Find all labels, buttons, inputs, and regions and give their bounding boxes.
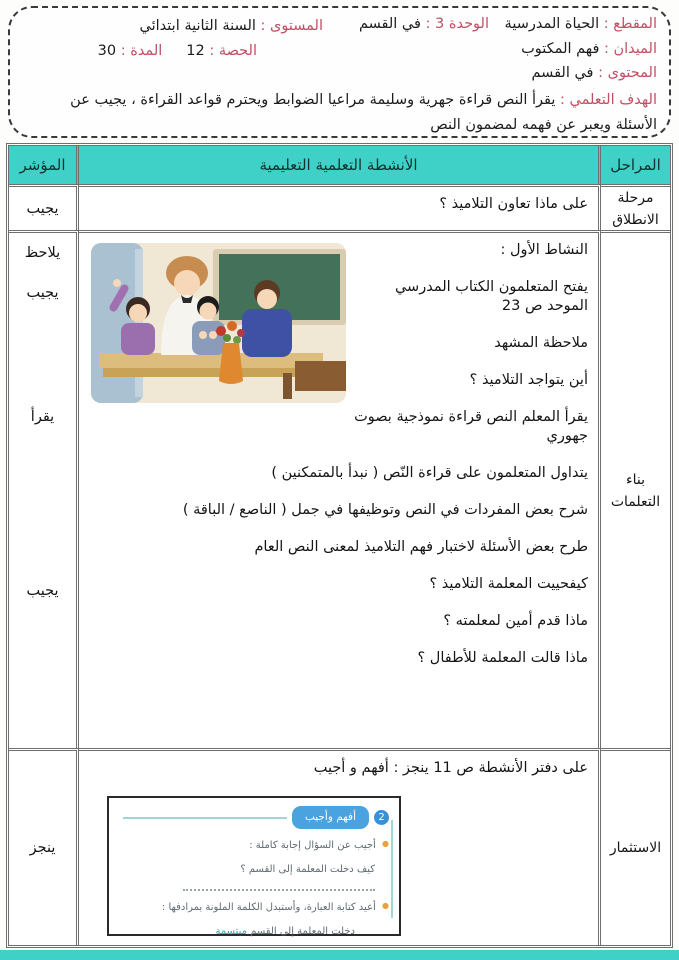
stage-launch <box>601 184 670 230</box>
field-learning-goal-value: يقرأ النص قراءة جهرية وسليمة مراعيا الضوابط ويحترم قواعد القراءة ، يجيب عن الأسئلة ويعبر عن فهمه لمضمون النص <box>70 92 657 133</box>
field-duration <box>98 43 163 59</box>
field-level <box>140 18 323 34</box>
indicator-label: يقرأ <box>30 409 55 425</box>
workbook-header <box>123 806 389 829</box>
understand-answer-badge: أفهم وأجيب <box>292 806 369 829</box>
column-header-stages <box>601 146 670 184</box>
activity-line: ماذا قالت المعلمة للأطفال ؟ <box>417 650 588 666</box>
workbook-instruction-2 <box>123 896 389 917</box>
column-header-indicator-label: المؤشر <box>19 156 66 174</box>
indicator-building <box>9 230 79 748</box>
workbook-question-1-text: كيف دخلت المعلمة إلى القسم ؟ <box>240 864 375 875</box>
activity-line: أين يتواجد التلاميذ ؟ <box>469 372 588 388</box>
indicator-label: ينجز <box>29 840 56 856</box>
field-level-label: المستوى : <box>260 18 323 34</box>
workbook-sentence <box>123 922 389 941</box>
indicator-label: يجيب <box>26 583 59 599</box>
activities-launch <box>79 184 601 230</box>
field-session-duration <box>98 43 257 59</box>
indicator-label: يجيب <box>26 285 59 301</box>
bottom-teal-bar <box>0 950 679 960</box>
field-unit-value: في القسم <box>358 16 421 32</box>
indicator-label: يجيب <box>26 200 59 217</box>
column-header-stages-label: المراحل <box>610 156 661 174</box>
workbook-instruction-1-text: أجيب عن السؤال إجابة كاملة : <box>249 840 376 851</box>
indicator-investment <box>9 748 79 945</box>
classroom-illustration <box>91 243 346 403</box>
field-level-value: السنة الثانية ابتدائي <box>139 18 256 34</box>
activity-line: ملاحظة المشهد <box>494 335 588 351</box>
activity-line: يقرأ المعلم النص قراءة نموذجية بصوت جهوري <box>354 409 588 444</box>
field-domain-value: فهم المكتوب <box>521 41 600 57</box>
field-content-label: المحتوى : <box>598 65 657 81</box>
indicator-label: يلاحظ <box>24 245 61 261</box>
stage-investment-label: الاستثمار <box>609 840 662 856</box>
workbook-bracket-line <box>391 820 393 918</box>
desk <box>99 353 323 368</box>
lesson-info-box <box>8 6 671 138</box>
field-duration-value: 30 <box>97 43 117 59</box>
bullet-icon: ● <box>382 839 389 848</box>
field-session <box>186 43 257 59</box>
activities-investment <box>79 748 601 945</box>
workbook-exercise-box <box>107 796 401 936</box>
field-content-value: في القسم <box>531 65 594 81</box>
field-sequence <box>505 16 657 32</box>
workbook-instruction-1 <box>123 834 389 855</box>
badge-rule-line <box>123 817 287 819</box>
field-session-value: 12 <box>186 43 205 59</box>
field-unit-label: الوحدة 3 : <box>425 16 489 32</box>
field-sequence-value: الحياة المدرسية <box>504 16 600 32</box>
activity-line: يفتح المتعلمون الكتاب المدرسي الموحد ص 23 <box>394 279 588 314</box>
activity-line: على دفتر الأنشطة ص 11 ينجز : أفهم و أجيب <box>313 760 588 776</box>
workbook-colored-word: مبتسمة <box>215 926 247 937</box>
field-learning-goal-label: الهدف التعلمي : <box>560 92 657 108</box>
stage-launch-label: مرحلة الانطلاق <box>612 189 659 228</box>
activity-line: طرح بعض الأسئلة لاختبار فهم التلاميذ لمعنى النص العام <box>254 539 588 555</box>
stage-building-label: بناء التعلمات <box>610 471 661 510</box>
field-unit <box>359 16 489 32</box>
field-domain-label: الميدان : <box>604 41 657 57</box>
stage-building <box>601 230 670 748</box>
field-session-label: الحصة : <box>209 43 257 59</box>
column-header-activities-label: الأنشطة التعلمية التعليمية <box>259 156 418 174</box>
activity-line: كيفحييت المعلمة التلاميذ ؟ <box>429 576 588 592</box>
column-header-indicator <box>9 146 79 184</box>
field-domain <box>521 41 657 57</box>
activities-building <box>79 230 601 748</box>
activity-line: النشاط الأول : <box>500 242 588 258</box>
exercise-number-icon: 2 <box>374 810 389 825</box>
activity-line: على ماذا تعاون التلاميذ ؟ <box>439 196 588 212</box>
indicator-launch <box>9 184 79 230</box>
field-sequence-label: المقطع : <box>603 16 657 32</box>
field-duration-label: المدة : <box>120 43 163 59</box>
answer-dotted-line <box>183 883 375 891</box>
field-content <box>531 65 657 81</box>
bullet-icon: ● <box>382 901 389 910</box>
workbook-question-1 <box>123 860 389 879</box>
column-header-activities <box>79 146 601 184</box>
activity-line: ماذا قدم أمين لمعلمته ؟ <box>443 613 588 629</box>
stage-investment <box>601 748 670 945</box>
field-learning-goal <box>26 88 657 138</box>
lesson-table <box>6 143 673 948</box>
bench <box>295 361 346 391</box>
workbook-sentence-text: دخلت المعلمة إلى القسم <box>250 926 355 937</box>
activity-line: شرح بعض المفردات في النص وتوظيفها في جمل ( الناصع / الباقة ) <box>182 502 588 518</box>
workbook-instruction-2-text: أعيد كتابة العبارة، وأستبدل الكلمة الملونة بمرادفها : <box>161 902 376 913</box>
activity-line: يتداول المتعلمون على قراءة النّص ( نبدأ بالمتمكنين ) <box>271 465 588 481</box>
